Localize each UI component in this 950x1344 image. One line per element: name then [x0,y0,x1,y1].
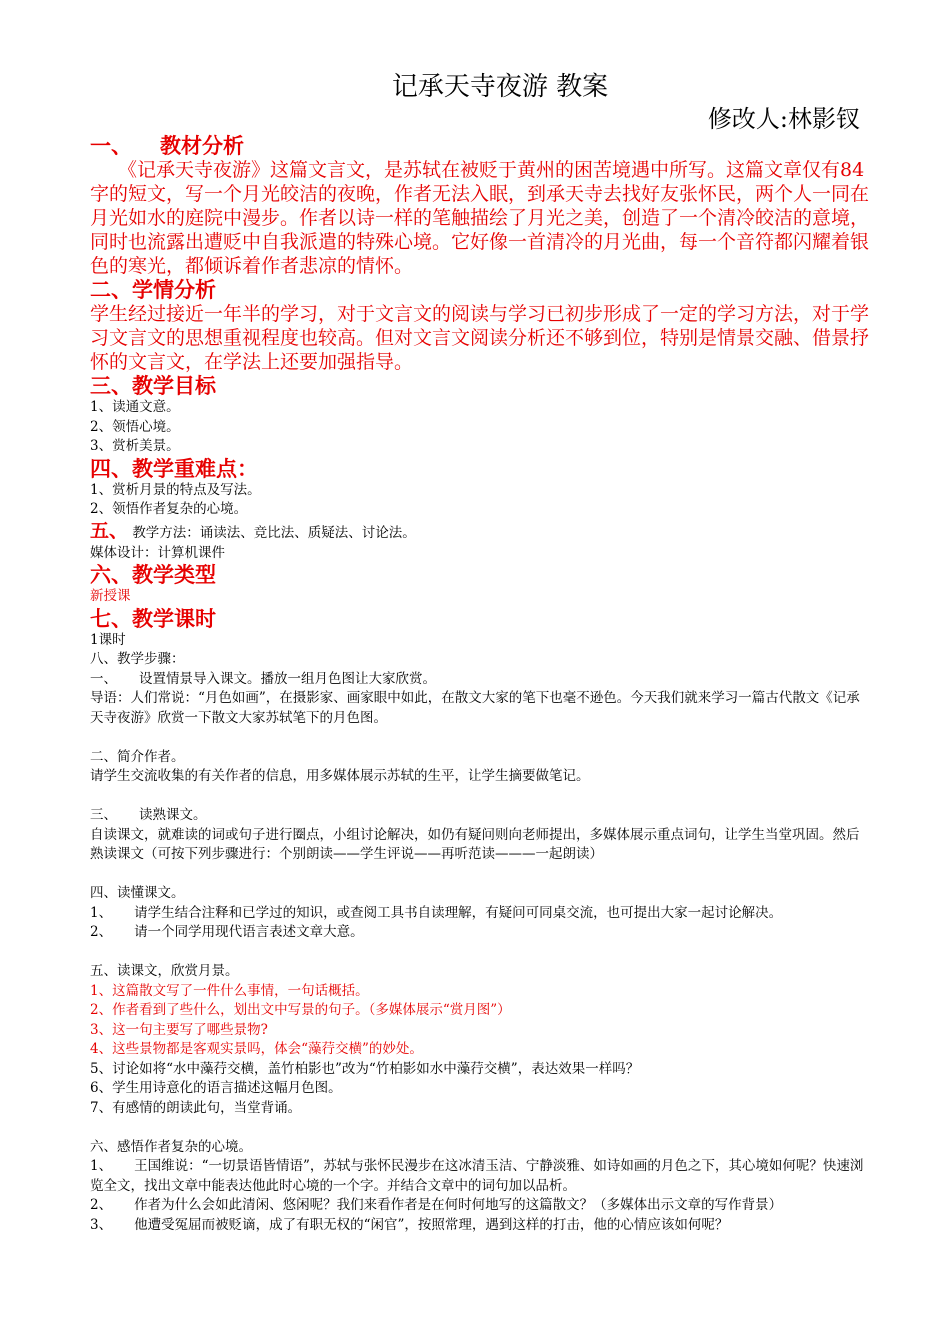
section-title: 教材分析 [160,134,244,158]
item-text: 王国维说：“一切景语皆情语”，苏轼与张怀民漫步在这冰清玉洁、宁静淡雅、如诗如画的月色之下，其心境如何呢？快速浏览全文，找出文章中能表达他此时心境的一个字。并结合文章中的词句加以品析。 [90,1158,864,1194]
item-text: 作者为什么会如此清闲、悠闲呢？我们来看作者是在何时何地写的这篇散文？（多媒体出示文章的写作背景） [134,1197,783,1213]
section-2-body: 学生经过接近一年半的学习，对于文言文的阅读与学习已初步形成了一定的学习方法，对于学习文言文的思想重视程度也较高。但对文言文阅读分析还不够到位，特别是情景交融、借景抒怀的文言文，在学法上还要加强指导。 [90,303,870,373]
lesson-type: 新授课 [90,588,131,604]
step-6-title: 六、感悟作者复杂的心境。 [90,1138,252,1155]
step-number: 一、 [90,670,117,687]
methods-text: 教学方法：诵读法、竞比法、质疑法、讨论法。 [132,524,416,541]
step-5-item-4: 4、这些景物都是客观实景吗，体会“藻荇交横”的妙处。 [90,1041,423,1057]
step-4-item-1 [90,904,870,924]
step-title: 读熟课文。 [139,807,207,823]
author-line: 修改人:林影钗 [707,105,860,133]
step-5-item-7: 7、有感情的朗读此句，当堂背诵。 [90,1099,302,1116]
key-point-item: 1、赏析月景的特点及写法。 [90,481,261,498]
section-heading-6: 六、教学类型 [90,563,216,587]
step-6-item-2 [90,1196,870,1216]
step-3-title [90,806,870,826]
section-1-body: 《记承天寺夜游》这篇文言文，是苏轼在被贬于黄州的困苦境遇中所写。这篇文章仅有84字的短文，写一个月光皎洁的夜晚，作者无法入眠，到承天寺去找好友张怀民，两个人一同在月光如水的庭院中漫步。作者以诗一样的笔触描绘了月光之美，创造了一个清冷皎洁的意境，同时也流露出遭贬中自我派遣的特殊心境。它好像一首清冷的月光曲，每一个音符都闪耀着银色的寒光，都倾诉着作者悲凉的情怀。 [90,159,870,277]
step-2-title: 二、简介作者。 [90,748,185,765]
step-5-title: 五、读课文，欣赏月景。 [90,963,239,979]
goal-item: 3、赏析美景。 [90,438,180,454]
step-5-item-1: 1、这篇散文写了一件什么事情，一句话概括。 [90,982,369,999]
step-3-text: 自读课文，就难读的词或句子进行圈点，小组讨论解决，如仍有疑问则向老师提出，多媒体展示重点词句，让学生当堂巩固。然后熟读课文（可按下列步骤进行：个别朗读——学生评说——再听范读———一起朗读） [90,826,860,862]
step-6-item-1 [90,1157,870,1196]
section-number: 五、 [90,519,129,542]
step-number: 三、 [90,807,117,823]
step-5-item-3: 3、这一句主要写了哪些景物? [90,1021,268,1038]
media-design: 媒体设计：计算机课件 [90,544,225,561]
step-4-title: 四、读懂课文。 [90,885,185,901]
item-text: 请一个同学用现代语言表述文章大意。 [134,924,364,940]
lesson-hours: 1课时 [90,631,126,648]
item-text: 请学生结合注释和已学过的知识，或查阅工具书自读理解，有疑问可同桌交流，也可提出大家一起讨论解决。 [134,904,783,921]
document-page [90,70,870,1235]
section-number: 一、 [90,134,132,158]
teaching-methods [90,520,870,544]
item-number: 3、 [90,1216,113,1233]
section-heading-4: 四、教学重难点： [90,456,258,481]
section-heading-1 [90,134,870,158]
step-5-item-6: 6、学生用诗意化的语言描述这幅月色图。 [90,1080,342,1096]
document-title: 记承天寺夜游 教案 [391,72,609,102]
item-number: 2、 [90,1197,113,1213]
step-5-item-5: 5、讨论如将“水中藻荇交横，盖竹柏影也”改为“竹柏影如水中藻荇交横”，表达效果一样吗？ [90,1060,640,1077]
key-point-item: 2、领悟作者复杂的心境。 [90,501,248,517]
step-4-item-2 [90,923,870,943]
item-number: 1、 [90,1158,113,1174]
step-1-text: 导语：人们常说：“月色如画”，在摄影家、画家眼中如此，在散文大家的笔下也毫不逊色。今天我们就来学习一篇古代散文《记承天寺夜游》欣赏一下散文大家苏轼笔下的月色图。 [90,690,860,726]
step-title: 设置情景导入课文。播放一组月色图让大家欣赏。 [139,670,436,687]
section-heading-7: 七、教学课时 [90,606,216,631]
item-text: 他遭受冤屈而被贬谪，成了有职无权的“闲官”，按照常理，遇到这样的打击，他的心情应该如何呢？ [134,1216,729,1233]
steps-heading: 八、教学步骤： [90,651,185,667]
goal-item: 1、读通文意。 [90,399,180,415]
step-5-item-2: 2、作者看到了些什么，划出文中写景的句子。（多媒体展示“赏月图”） [90,1002,511,1018]
item-number: 2、 [90,924,113,940]
goal-item: 2、领悟心境。 [90,418,180,435]
step-6-item-3 [90,1216,870,1236]
section-heading-2: 二、学情分析 [90,278,216,302]
step-2-text: 请学生交流收集的有关作者的信息，用多媒体展示苏轼的生平，让学生摘要做笔记。 [90,768,590,784]
step-1-title [90,670,870,690]
item-number: 1、 [90,904,113,921]
section-heading-3: 三、教学目标 [90,374,216,398]
